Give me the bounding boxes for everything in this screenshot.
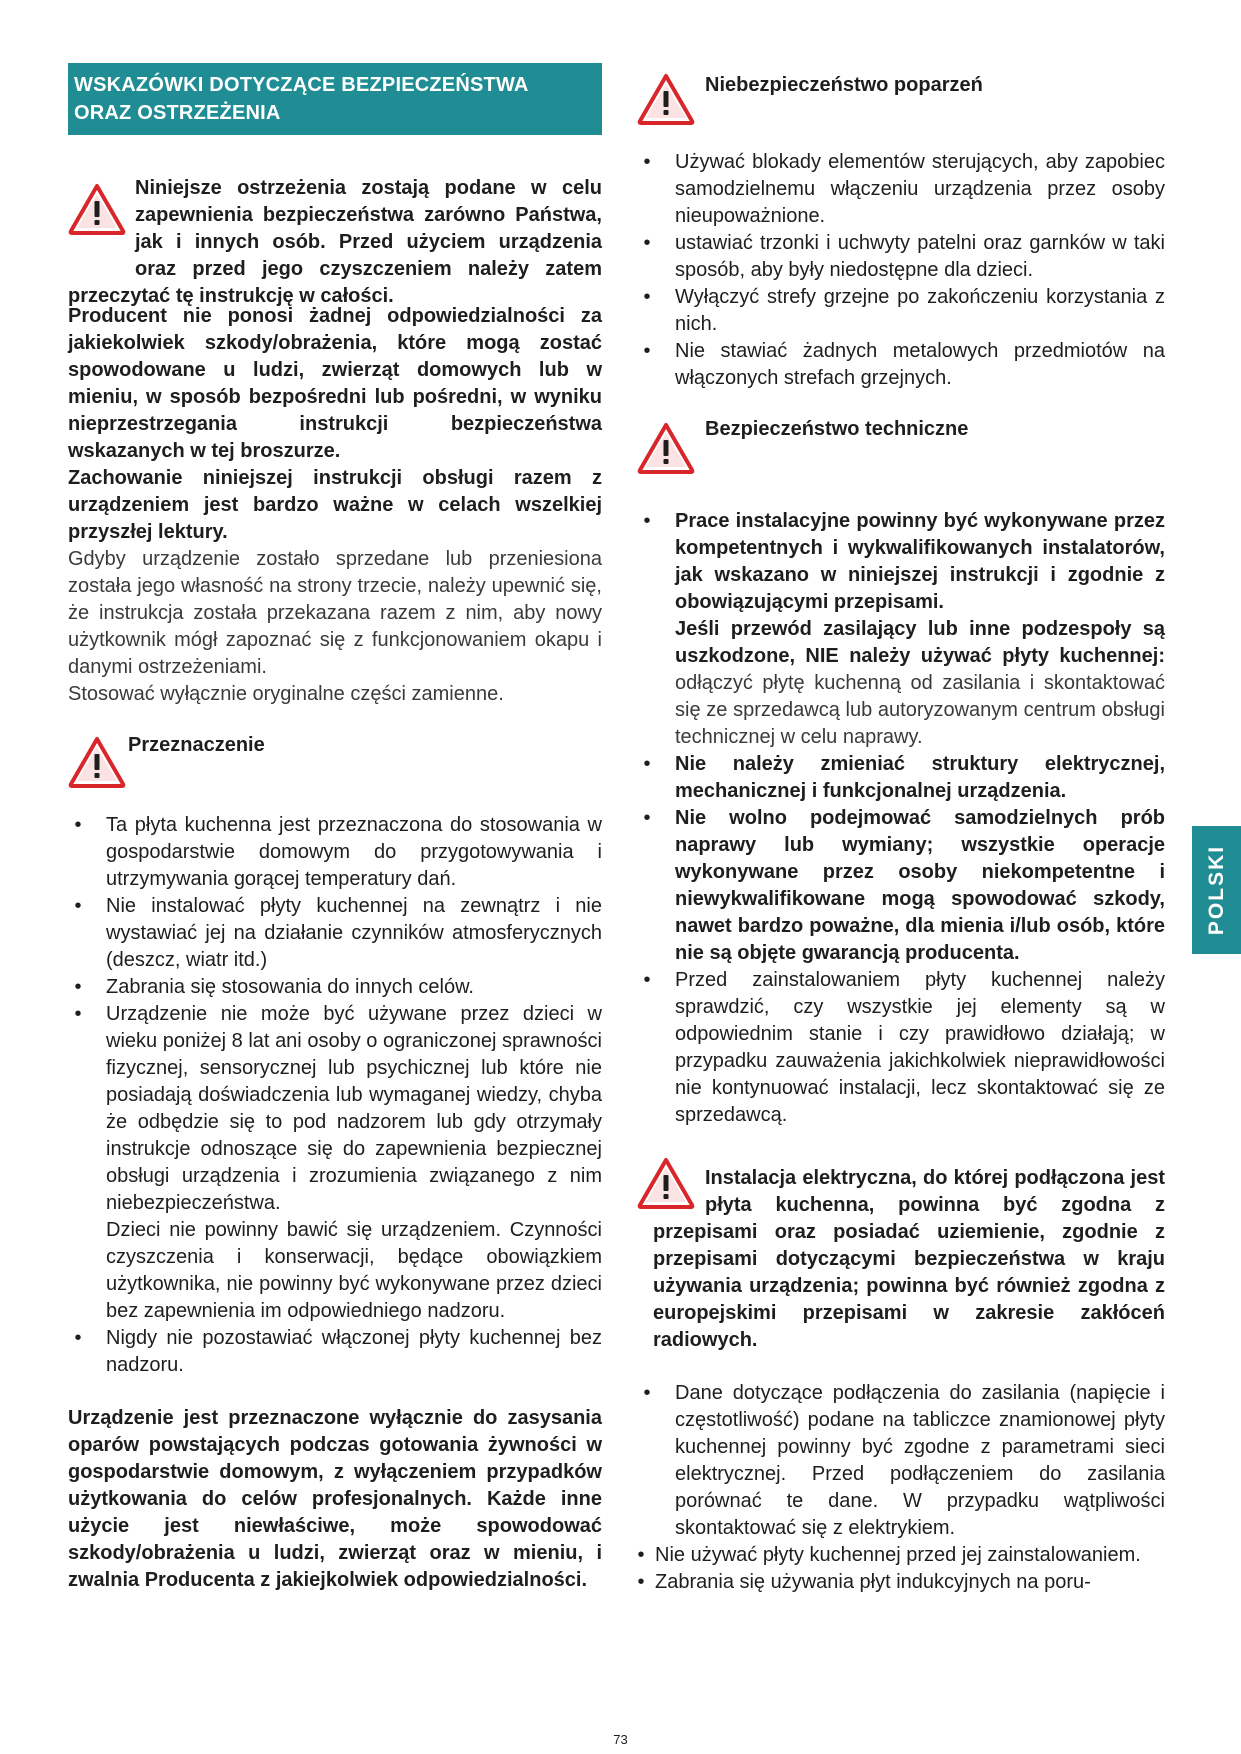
usage-footer: Urządzenie jest przeznaczone wyłącznie do zasysania oparów powstających podczas gotowania żywności w gospodarstwie domowym, z wyłączeniem przypadków użytkowania do celów profesjonalnych. Każde inne użycie jest niewłaściwe, może spowodować szkody/obrażenia u ludzi, zwierząt oraz w mieniu, i zwalnia Producenta z jakiejkolwiek odpowiedzialności.: [68, 1407, 602, 1591]
elektryczna-warning: [637, 1165, 1165, 1354]
list-item: • Przed zainstalowaniem płyty kuchennej należy sprawdzić, czy wszystkie jej elementy są w odpowiednim stanie i czy prawidłowo działają; w przypadku zauważenia jakichkolwiek nieprawidłowości nie kontynuować instalacji, lecz skontaktować się ze sprzedawcą.: [643, 969, 1165, 1126]
techniczne-list: [637, 508, 1165, 1129]
intro-warning: [68, 175, 602, 307]
intro-warning-text: Niniejsze ostrzeżenia zostają podane w celu zapewnienia bezpieczeństwa zarówno Państwa, jak i innych osób. Przed użyciem urządzenia oraz przed jego czyszczeniem należy zatem przeczytać tę instrukcję w całości.: [68, 177, 602, 307]
list-item: • Używać blokady elementów sterujących, aby zapobiec samodzielnemu włączeniu urządzenia przez osoby nieupoważnione.: [643, 151, 1165, 227]
przeznaczenie-title: Przeznaczenie: [128, 734, 265, 756]
list-item: • Ta płyta kuchenna jest przeznaczona do stosowania w gospodarstwie domowym do przygotowywania i utrzymywania gorącej temperatury dań.: [74, 814, 602, 890]
list-item: • Prace instalacyjne powinny być wykonywane przez kompetentnych i wykwalifikowanych instalatorów, jak wskazano w niniejszej instrukcji i zgodnie z obowiązującymi przepisami. Jeśli przewód zasilający lub inne podzespoły są uszkodzone, NIE należy używać płyty kuchennej: odłączyć płytę kuchenną od zasilania i skontaktować się ze sprzedawcą lub autoryzowanym centrum obsługi technicznej w celu naprawy.: [643, 510, 1165, 748]
list-item: • Nie należy zmieniać struktury elektrycznej, mechanicznej i funkcjonalnej urządzenia.: [643, 753, 1165, 802]
list-item: • Nie instalować płyty kuchennej na zewnątrz i nie wystawiać jej na działanie czynników atmosferycznych (deszcz, wiatr itd.): [74, 895, 602, 971]
liability-paragraph: Producent nie ponosi żadnej odpowiedzialności za jakiekolwiek szkody/obrażenia, które mogą zostać spowodowane u ludzi, zwierząt domowych lub w mieniu, w sposób bezpośredni lub pośredni, w wyniku nieprzestrzegania instrukcji bezpieczeństwa wskazanych w tej broszurze.: [68, 305, 602, 462]
left-column: [68, 63, 602, 1594]
right-column: [637, 63, 1165, 1596]
language-tab: [1192, 826, 1241, 954]
keep-manual-paragraph: Zachowanie niniejszej instrukcji obsługi razem z urządzeniem jest bardzo ważne w celach wszelkiej przyszłej lektury.: [68, 467, 602, 543]
warning-icon: [637, 422, 695, 474]
list-item: • Nie stawiać żadnych metalowych przedmiotów na włączonych strefach grzejnych.: [643, 340, 1165, 389]
poparzen-title: Niebezpieczeństwo poparzeń: [705, 74, 983, 96]
section-header: [68, 63, 602, 135]
list-item: • Wyłączyć strefy grzejne po zakończeniu korzystania z nich.: [643, 286, 1165, 335]
list-item: • Nie używać płyty kuchennej przed jej zainstalowaniem.: [637, 1544, 1141, 1566]
elektryczna-list: [637, 1380, 1165, 1596]
language-tab-label: POLSKI: [1204, 844, 1228, 936]
przeznaczenie-list: [68, 812, 602, 1379]
przeznaczenie-heading: [68, 732, 602, 796]
warning-icon: [68, 736, 126, 788]
list-item: • Dane dotyczące podłączenia do zasilania (napięcie i częstotliwość) podane na tabliczce znamionowej płyty kuchennej powinny być zgodne z parametrami sieci elektrycznej. Przed podłączeniem do zasilania porównać te dane. W przypadku wątpliwości skontaktować się z elektrykiem.: [643, 1382, 1165, 1539]
list-item: • Zabrania się używania płyt indukcyjnych na poru-: [637, 1571, 1091, 1593]
warning-icon: [637, 73, 695, 125]
elektryczna-warning-text: Instalacja elektryczna, do której podłączona jest płyta kuchenna, powinna być zgodna z przepisami oraz posiadać uziemienie, zgodnie z przepisami dotyczącymi bezpieczeństwa w kraju używania urządzenia; powinna być również zgodna z europejskimi przepisami w zakresie zakłóceń radiowych.: [653, 1167, 1165, 1351]
list-item: • Nie wolno podejmować samodzielnych prób naprawy lub wymiany; wszystkie operacje wykonywane przez osoby niekompetentne i niewykwalifikowane mogą spowodować szkody, nawet bardzo poważne, dla mienia i/lub osób, które nie są objęte gwarancją producenta.: [643, 807, 1165, 964]
header-line1: WSKAZÓWKI DOTYCZĄCE BEZPIECZEŃSTWA: [74, 74, 529, 96]
warning-icon: [637, 1157, 695, 1209]
spare-parts-paragraph: Stosować wyłącznie oryginalne części zamienne.: [68, 683, 504, 705]
list-item: • ustawiać trzonki i uchwyty patelni oraz garnków w taki sposób, aby były niedostępne dla dzieci.: [643, 232, 1165, 281]
header-line2: ORAZ OSTRZEŻENIA: [74, 102, 281, 124]
resale-paragraph: Gdyby urządzenie zostało sprzedane lub przeniesiona została jego własność na strony trzecie, należy upewnić się, że instrukcja została przekazana razem z nim, aby nowy użytkownik mógł zapoznać się z funkcjonowaniem okapu i danymi ostrzeżeniami.: [68, 548, 602, 678]
page-number: 73: [613, 1732, 628, 1747]
poparzen-list: [637, 149, 1165, 392]
techniczne-heading: [637, 412, 1165, 492]
list-item: • Nigdy nie pozostawiać włączonej płyty kuchennej bez nadzoru.: [74, 1327, 602, 1376]
poparzen-heading: [637, 63, 1165, 133]
list-item: • Zabrania się stosowania do innych celów.: [74, 976, 474, 998]
techniczne-title: Bezpieczeństwo techniczne: [705, 418, 969, 440]
list-item: • Urządzenie nie może być używane przez dzieci w wieku poniżej 8 lat ani osoby o ograniczonej sprawności fizycznej, sensorycznej lub psychicznej lub które nie posiadają doświadczenia lub wymaganej wiedzy, chyba że odbędzie się to pod nadzorem lub gdy otrzymały instrukcje odnoszące się do zapewnienia bezpiecznej obsługi urządzenia i zrozumienia związanego z nim niebezpieczeństwa. Dzieci nie powinny bawić się urządzeniem. Czynności czyszczenia i konserwacji, będące obowiązkiem użytkownika, nie powinny być wykonywane przez dzieci bez zapewnienia im odpowiedniego nadzoru.: [74, 1003, 602, 1322]
